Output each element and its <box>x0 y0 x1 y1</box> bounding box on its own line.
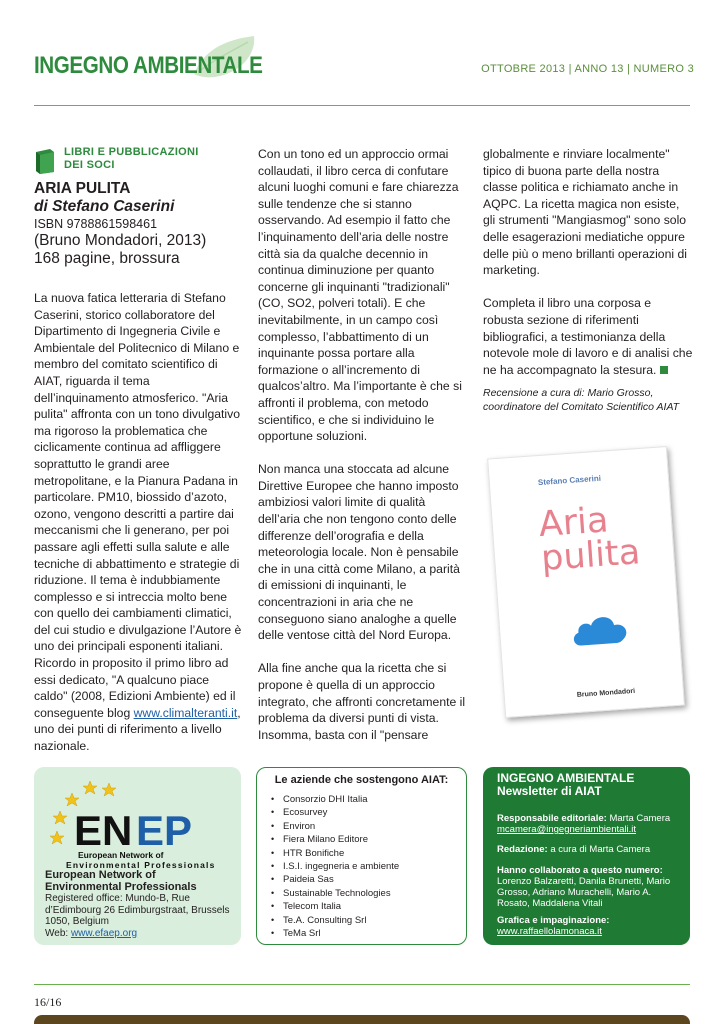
enep-logo-sub: European Network of <box>78 850 164 860</box>
enep-address-line: d’Edimbourg 26 Edimburgstraat, Brussels <box>45 904 230 916</box>
sponsor-item: • Telecom Italia <box>271 900 399 913</box>
article-paragraph: Non manca una stoccata ad alcune Direttive Europee che hanno imposto ambiziosi valori limite di qualità dell’aria che non tengono conto delle differenze dell’orografia e della meteorologia locale. Non è pensabile che in una città come Milano, a parità di emissioni di inquinanti, le concentrazioni in aria che ne conseguono siano analoghe a quelle delle ventose città del Nord Europa. <box>258 462 460 643</box>
svg-text:EN: EN <box>74 807 133 854</box>
book-publisher: (Bruno Mondadori, 2013) <box>34 232 207 249</box>
collaborators-value: Lorenzo Balzaretti, Danila Brunetti, Mario Grosso, Adriano Murachelli, Mario A. Rosato, Maddalena Vitali <box>497 876 671 909</box>
enep-name <box>45 869 235 893</box>
enep-name-line: European Network of <box>45 869 156 881</box>
efaep-link[interactable]: www.efaep.org <box>70 927 138 939</box>
article-paragraph: globalmente e rinviare localmente" tipico di buona parte della nostra classe politica e richiamato anche in AQPC. La ricetta magica non esiste, gli strumenti "Mangiasmog" sono solo delle esagerazioni mediatiche oppure delle più o meno brillanti operazioni di marketing. <box>483 147 687 278</box>
sponsor-item: • Fiera Milano Editore <box>271 833 399 846</box>
enep-address-line: 1050, Belgium <box>45 916 109 927</box>
sponsors-list <box>271 793 399 940</box>
graphics-link[interactable]: www.raffaellolamonaca.it <box>497 926 602 937</box>
column-3 <box>483 146 693 414</box>
editor-value: Marta Camera <box>606 813 671 824</box>
editor-email-link[interactable]: mcamera@ingegneriambientali.it <box>497 824 637 835</box>
issue-info: OTTOBRE 2013 | ANNO 13 | NUMERO 3 <box>481 63 694 75</box>
section-label: LIBRI E PUBBLICAZIONI <box>64 146 199 158</box>
svg-text:EP: EP <box>136 807 193 854</box>
footer-bar <box>34 1015 690 1024</box>
end-square-icon <box>660 366 668 374</box>
book-title: ARIA PULITA <box>34 180 131 197</box>
newsletter-graphics <box>497 915 682 937</box>
sponsor-item: • I.S.I. ingegneria e ambiente <box>271 860 399 873</box>
redazione-value: a cura di Marta Camera <box>547 844 651 855</box>
cloud-icon <box>569 610 631 648</box>
sponsor-item: • Ecosurvey <box>271 806 399 819</box>
column-1 <box>34 146 244 771</box>
book-cover <box>487 446 685 718</box>
climalteranti-link[interactable]: www.climalteranti.it <box>133 705 238 720</box>
sponsors-title: Le aziende che sostengono AIAT: <box>274 774 449 786</box>
column-2 <box>258 146 470 760</box>
newsletter-title <box>497 772 687 798</box>
section-heading <box>34 146 244 180</box>
sponsor-item: • TeMa Srl <box>271 927 399 940</box>
book-isbn: ISBN 9788861598461 <box>34 217 158 231</box>
book-author: di Stefano Caserini <box>34 198 175 215</box>
newsletter-box <box>483 767 690 945</box>
sponsor-item: • Sustainable Technologies <box>271 887 399 900</box>
enep-logo <box>50 779 230 871</box>
enep-address-line: Registered office: Mundo-B, Rue <box>45 893 190 904</box>
newsletter-collaborators <box>497 865 682 909</box>
header-divider <box>34 105 690 106</box>
page-number: 16/16 <box>34 995 62 1009</box>
masthead <box>34 30 694 90</box>
sponsor-item: • Consorzio DHI Italia <box>271 793 399 806</box>
editor-label: Responsabile editoriale: <box>497 813 607 824</box>
cover-title-line: pulita <box>539 532 642 580</box>
sponsor-item: • Paideia Sas <box>271 873 399 886</box>
newsletter-title-line: Newsletter di AIAT <box>497 784 602 798</box>
cover-title <box>537 500 642 580</box>
newsletter-title-line: INGEGNO AMBIENTALE <box>497 771 635 785</box>
enep-web: Web: www.efaep.org <box>45 927 138 939</box>
redazione-label: Redazione: <box>497 844 548 855</box>
article-paragraph: Alla fine anche qua la ricetta che si propone è quella di un approccio integrato, che affronti concretamente il problema da diversi punti di vista. Insomma, basta con il "pensare <box>258 661 466 742</box>
book-icon <box>34 148 56 174</box>
graphics-label: Grafica e impaginazione: <box>497 915 610 926</box>
review-credit: Recensione a cura di: Mario Grosso, coordinatore del Comitato Scientifico AIAT <box>483 387 680 414</box>
enep-box <box>34 767 241 945</box>
sponsor-item: • Te.A. Consulting Srl <box>271 914 399 927</box>
book-info <box>34 180 244 268</box>
cover-title-line: Aria <box>537 500 610 546</box>
cover-publisher: Bruno Mondadori <box>576 687 636 699</box>
sponsor-item: • HTR Bonifiche <box>271 847 399 860</box>
cover-author: Stefano Caserini <box>537 473 602 488</box>
newsletter-redazione <box>497 844 682 855</box>
article-paragraph: Con un tono ed un approccio ormai collaudati, il libro cerca di confutare alcuni luoghi comuni e fare chiarezza sulle tendenze che si stanno osservando. Ad esempio il fatto che l’inquinamento dell’aria delle nostre città sia da qualche decennio in continua diminuzione per quanto concerne gli inquinanti "tradizionali" (CO, SO2, polveri totali). E che inevitabilmente, in un campo così complesso, l’abbattimento di un inquinante possa portare alla formazione o all’incremento di qualcos’altro. Ma l’importante è che si affronti il problema, con metodo scientifico, e che si individuino le opportune soluzioni. <box>258 147 462 444</box>
brand-title[interactable]: INGEGNO AMBIENTALE <box>34 52 263 79</box>
article-paragraph: La nuova fatica letteraria di Stefano Caserini, storico collaboratore del Dipartimento di Ingegneria Civile e Ambientale del Politecnico di Milano e membro del comitato scientifico di AIAT, riguarda il tema dell’inquinamento atmosferico. "Aria pulita" affronta con un tono divulgativo ma rigoroso la problematica che ciclicamente continua ad affliggere soprattutto le grandi aree metropolitane, e la Pianura Padana in particolare. PM10, biossido d’azoto, ozono, vengono descritti a partire dai meccanismi che li generano, per poi passare agli effetti sulla salute e alle tecniche di abbattimento e strategie di riduzione. Il tema è indubbiamente complesso e si intreccia molto bene con quello dei cambiamenti climatici, del cui studio e divulgazione l’Autore è uno dei principali esponenti italiani. Ricordo in proposito il primo libro ad essi dedicato, "A qualcuno piace caldo" (2008, Edizioni Ambiente) ed il conseguente blog www.climalteranti.it, uno dei punti di riferimento a livello nazionale. <box>34 291 242 754</box>
book-pages: 168 pagine, brossura <box>34 250 180 267</box>
newsletter-editor <box>497 813 682 835</box>
collaborators-label: Hanno collaborato a questo numero: <box>497 865 663 876</box>
sponsor-item: • Environ <box>271 820 399 833</box>
sponsors-box <box>256 767 467 945</box>
enep-logo-sub-2: Environmental Professionals <box>66 860 216 870</box>
enep-address <box>45 893 235 939</box>
footer-divider <box>34 984 690 985</box>
article-paragraph: Completa il libro una corposa e robusta sezione di riferimenti bibliografici, a testimonianza della notevole mole di lavoro e di analisi che ne ha accompagnato la stesura. <box>483 296 693 377</box>
section-label-2: DEI SOCI <box>64 159 115 171</box>
enep-name-line: Environmental Professionals <box>45 881 197 893</box>
